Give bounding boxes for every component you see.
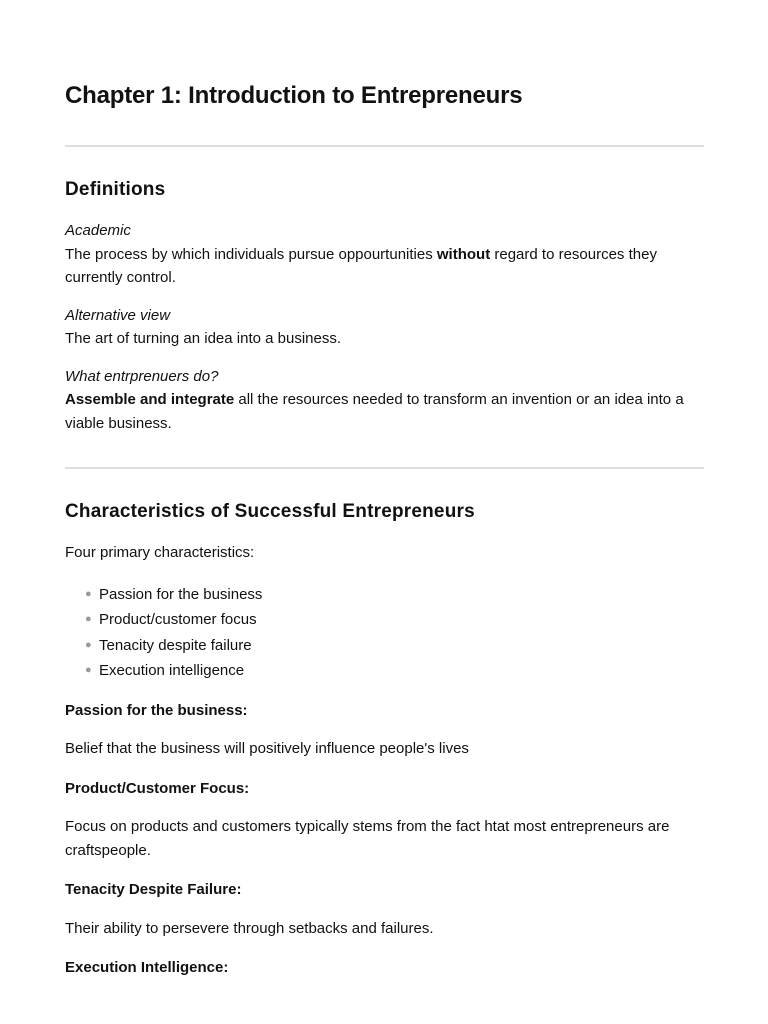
list-item (65, 658, 704, 684)
list-item (65, 582, 704, 608)
bullet-icon: ● (85, 613, 92, 625)
definition-emphasis: Assemble and integrate (65, 391, 235, 408)
definition-term: What entrprenuers do? (65, 367, 219, 385)
definitions-heading: Definitions (65, 179, 166, 200)
divider (65, 467, 704, 469)
definition-emphasis: without (436, 245, 491, 263)
definition-text: The art of turning an idea into a business. (65, 330, 342, 347)
page-title: Chapter 1: Introduction to Entrepreneurs (65, 82, 523, 109)
definition-text (65, 388, 704, 435)
list-item-label: Product/customer focus (99, 611, 257, 628)
definition-text-part: regard to resources they currently control. (65, 245, 657, 286)
list-item-label: Execution intelligence (99, 662, 245, 679)
list-item-label: Passion for the business (99, 585, 263, 603)
definition-academic (65, 219, 704, 290)
definition-what-entrepreneurs-do (65, 365, 704, 436)
section-text-passion: Belief that the business will positively influence people's lives (65, 740, 469, 757)
characteristics-heading: Characteristics of Successful Entrepreneurs (65, 501, 475, 522)
definition-text-part: The process by which individuals pursue oppourtunities (65, 245, 437, 263)
definition-text (65, 243, 704, 290)
section-text-tenacity: Their ability to persevere through setbacks and failures. (65, 919, 434, 937)
definition-term: Academic (65, 222, 131, 239)
list-item (65, 607, 704, 633)
section-heading-passion: Passion for the business: (65, 701, 248, 719)
list-item-label: Tenacity despite failure (99, 636, 252, 654)
characteristics-list (65, 582, 704, 684)
bullet-icon: ● (85, 664, 92, 676)
definition-term: Alternative view (65, 306, 171, 324)
section-heading-execution: Execution Intelligence: (65, 959, 229, 976)
bullet-icon: ● (85, 638, 92, 651)
list-item (65, 633, 704, 659)
divider (65, 145, 704, 147)
section-heading-tenacity: Tenacity Despite Failure: (65, 881, 242, 898)
bullet-icon: ● (85, 587, 92, 600)
definition-text-part: all the resources needed to transform an invention or an idea into a viable business. (65, 391, 684, 432)
characteristics-intro: Four primary characteristics: (65, 544, 255, 561)
section-text-product-focus: Focus on products and customers typically stems from the fact htat most entrepreneurs are craftspeople. (65, 818, 670, 859)
definition-alternative (65, 304, 704, 351)
section-heading-product-focus: Product/Customer Focus: (65, 779, 250, 797)
